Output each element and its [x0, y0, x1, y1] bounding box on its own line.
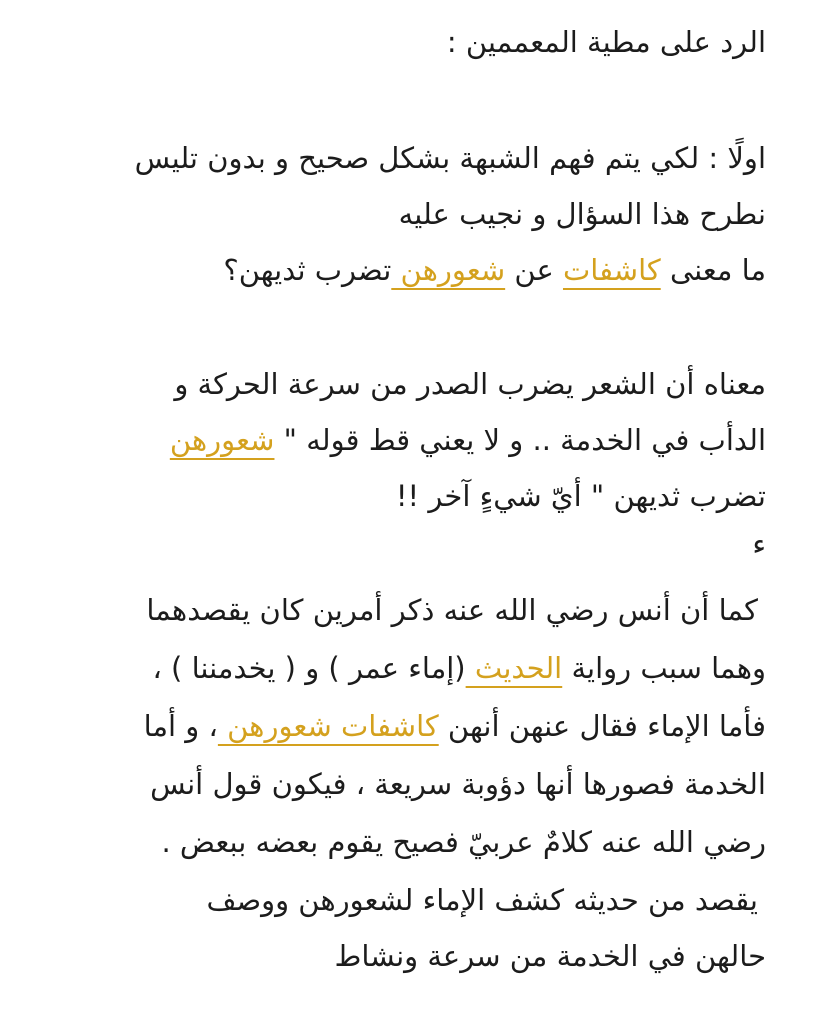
- text-line: [54, 242, 766, 298]
- hashtag-link[interactable]: شعورهن: [169, 423, 275, 457]
- text: رضي الله عنه كلامٌ عربيّ فصيح يقوم بعضه ببعض .: [161, 825, 766, 859]
- hashtag-link[interactable]: كاشفات شعورهن: [217, 709, 439, 743]
- hashtag-link[interactable]: الحديث: [465, 651, 563, 685]
- text: معناه أن الشعر يضرب الصدر من سرعة الحركة و: [174, 367, 766, 401]
- text-line: [54, 412, 766, 468]
- text: تضرب ثديهن؟: [223, 253, 392, 287]
- text-line: [54, 928, 766, 984]
- text: عن: [505, 253, 563, 287]
- text: (إماء عمر ) و ( يخدمننا ) ،: [152, 651, 466, 685]
- text-line: [54, 130, 766, 186]
- text: الخدمة فصورها أنها دؤوبة سريعة ، فيكون قول أنس: [150, 767, 766, 801]
- text: اولًا : لكي يتم فهم الشبهة بشكل صحيح و بدون تليس: [134, 141, 766, 175]
- text-line: [46, 582, 758, 638]
- text-line: [54, 756, 766, 812]
- text-line: [54, 698, 766, 754]
- text-line: [54, 186, 766, 242]
- text: تضرب ثديهن " أيّ شيءٍ آخر !!: [395, 479, 766, 513]
- hashtag-link[interactable]: كاشفات: [562, 253, 661, 287]
- text: ما معنى: [660, 253, 766, 287]
- hashtag-link[interactable]: شعورهن: [391, 253, 506, 287]
- text: كما أن أنس رضي الله عنه ذكر أمرين كان يقصدهما: [146, 593, 758, 627]
- text: الدأب في الخدمة .. و لا يعني قط قوله ": [274, 423, 766, 457]
- text: ء: [752, 527, 766, 561]
- heading-line: [54, 14, 766, 70]
- text-line: [54, 524, 766, 564]
- text-line: [54, 356, 766, 412]
- text-line: [54, 640, 766, 696]
- text: وهما سبب رواية: [562, 651, 766, 685]
- text: يقصد من حديثه كشف الإماء لشعورهن ووصف: [206, 883, 758, 917]
- text: ، و أما: [143, 709, 218, 743]
- text: حالهن في الخدمة من سرعة ونشاط: [334, 939, 766, 973]
- text-line: [46, 872, 758, 928]
- text-line: [54, 468, 766, 524]
- text-line: [54, 814, 766, 870]
- text: نطرح هذا السؤال و نجيب عليه: [398, 197, 766, 231]
- text: الرد على مطية المعممين :: [446, 25, 766, 59]
- text: فأما الإماء فقال عنهن أنهن: [438, 709, 766, 743]
